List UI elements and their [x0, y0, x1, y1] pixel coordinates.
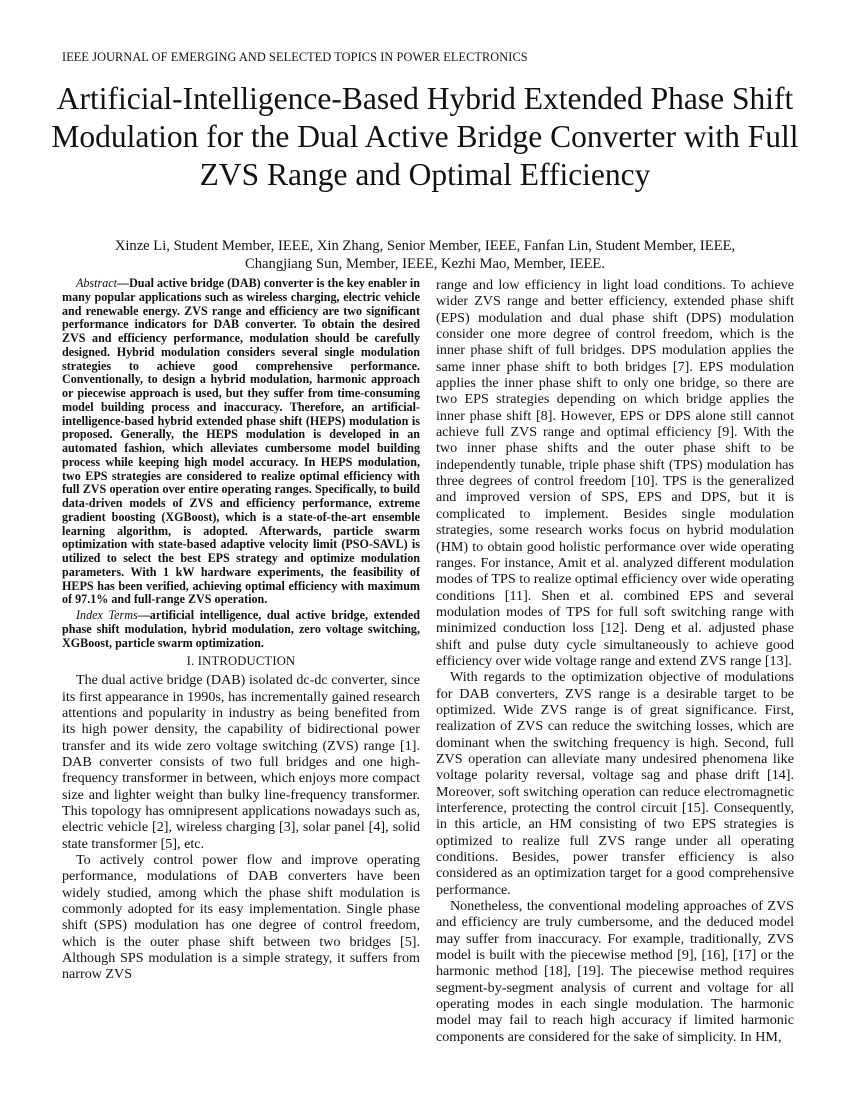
- right-paragraph-2: With regards to the optimization objective of modulations for DAB converters, ZVS range is a desirable target to be optimized. Wide ZVS range is of great significance. First, realization of ZVS can reduce the switching losses, which are dominant when the switching frequency is high. Second, full ZVS operation can alleviate many undesired phenomena like voltage polarity reversal, voltage sag and phase drift [14]. Moreover, soft switching operation can reduce electromagnetic interference, protecting the control circuit [15]. Consequently, in this article, an HM consisting of two EPS strategies is optimized to realize full ZVS range under all operating conditions. Besides, power transfer efficiency is also considered as an optimization target for a good comprehensive performance.: [436, 669, 794, 898]
- index-terms-label: Index Terms: [76, 608, 138, 622]
- author-list: [40, 237, 810, 273]
- author-line-1: Xinze Li, Student Member, IEEE, Xin Zhang, Senior Member, IEEE, Fanfan Lin, Student Member, IEEE,: [114, 238, 736, 254]
- author-line-2: Changjiang Sun, Member, IEEE, Kezhi Mao, Member, IEEE.: [245, 256, 605, 272]
- right-column: [436, 277, 794, 1045]
- section-heading-introduction: I. INTRODUCTION: [186, 654, 296, 669]
- right-paragraph-1: range and low efficiency in light load conditions. To achieve wider ZVS range and better efficiency, extended phase shift (EPS) modulation and dual phase shift (DPS) modulation consider one more degree of control freedom, which is the inner phase shift of full bridges. DPS modulation applies the same inner phase shift to both bridges [7]. EPS modulation applies the inner phase shift to only one bridge, so there are two EPS strategies depending on which bridge applies the inner phase shift [8]. However, EPS or DPS alone still cannot achieve full ZVS range and optimal efficiency [9]. With the two inner phase shifts and the outer phase shift to be independently tunable, triple phase shift (TPS) modulation has three degrees of control freedom [10]. TPS is the generalized and improved version of SPS, EPS and DPS, but it is complicated to implement. Besides single modulation strategies, some research works focus on hybrid modulation (HM) to obtain good holistic performance over wide operating ranges. For instance, Amit et al. analyzed different modulation modes of TPS to realize optimal efficiency over wide operating conditions [11]. Shen et al. combined EPS and several modulation modes of TPS for full soft switching range with minimized conduction loss [12]. Deng et al. adjusted phase shift and pulse duty cycle simultaneously to achieve good efficiency over wide voltage range and extend ZVS range [13].: [436, 277, 794, 669]
- index-terms: [62, 609, 420, 650]
- abstract: [62, 277, 420, 607]
- abstract-label: Abstract: [76, 276, 117, 290]
- intro-paragraph-2: To actively control power flow and improve operating performance, modulations of DAB converters have been widely studied, among which the phase shift modulation is commonly adopted for its easy implementation. Single phase shift (SPS) modulation has one degree of control freedom, which is the outer phase shift between two bridges [5]. Although SPS modulation is a simple strategy, it suffers from narrow ZVS: [62, 852, 420, 983]
- journal-header: IEEE JOURNAL OF EMERGING AND SELECTED TOPICS IN POWER ELECTRONICS: [62, 50, 528, 64]
- paper-title: Artificial-Intelligence-Based Hybrid Extended Phase Shift Modulation for the Dual Active Bridge Converter with Full ZVS Range and Optimal Efficiency: [51, 81, 799, 192]
- index-terms-text: —artificial intelligence, dual active bridge, extended phase shift modulation, hybrid modulation, zero voltage switching, XGBoost, particle swarm optimization.: [62, 608, 420, 650]
- right-paragraph-3: Nonetheless, the conventional modeling approaches of ZVS and efficiency are truly cumbersome, and the deduced model may suffer from inaccuracy. For example, traditionally, ZVS model is built with the piecewise method [9], [16], [17] or the harmonic method [18], [19]. The piecewise method requires segment-by-segment analysis of current and voltage for all operating modes in each single modulation. The harmonic model may fail to reach high accuracy if limited harmonic components are considered for the sake of simplicity. In HM,: [436, 898, 794, 1045]
- left-column: [62, 277, 420, 983]
- intro-paragraph-1: The dual active bridge (DAB) isolated dc-dc converter, since its first appearance in 1990s, has incrementally gained research attentions and popularity in industry as being benefited from its high power density, the capability of bidirectional power transfer and its wide zero voltage switching (ZVS) range [1]. DAB converter consists of two full bridges and one high-frequency transformer in between, which enjoys more compact size and lighter weight than bulky line-frequency transformer. This topology has omnipresent applications nowadays such as, electric vehicle [2], wireless charging [3], solar panel [4], solid state transformer [5], etc.: [62, 672, 420, 852]
- abstract-text: —Dual active bridge (DAB) converter is the key enabler in many popular applications such as wireless charging, electric vehicle and renewable energy. ZVS range and efficiency are two significant performance indicators for DAB converter. To obtain the desired ZVS and efficiency performance, modulation should be carefully designed. Hybrid modulation considers several single modulation strategies to achieve good comprehensive performance. Conventionally, to design a hybrid modulation, harmonic approach or piecewise approach is used, but they suffer from time-consuming model building process and inaccuracy. Therefore, an artificial-intelligence-based hybrid extended phase shift (HEPS) modulation is proposed. Generally, the HEPS modulation is developed in an automated fashion, which alleviates cumbersome model building process while keeping high model accuracy. In HEPS modulation, two EPS strategies are considered to realize optimal efficiency with full ZVS operation over entire operating ranges. Specifically, to build data-driven models of ZVS and efficiency performance, extreme gradient boosting (XGBoost), which is a state-of-the-art ensemble learning algorithm, is adopted. Afterwards, particle swarm optimization with state-based adaptive velocity limit (PSO-SAVL) is utilized to select the best EPS strategy and optimize modulation parameters. With 1 kW hardware experiments, the feasibility of HEPS has been verified, achieving optimal efficiency with maximum of 97.1% and full-range ZVS operation.: [62, 276, 420, 607]
